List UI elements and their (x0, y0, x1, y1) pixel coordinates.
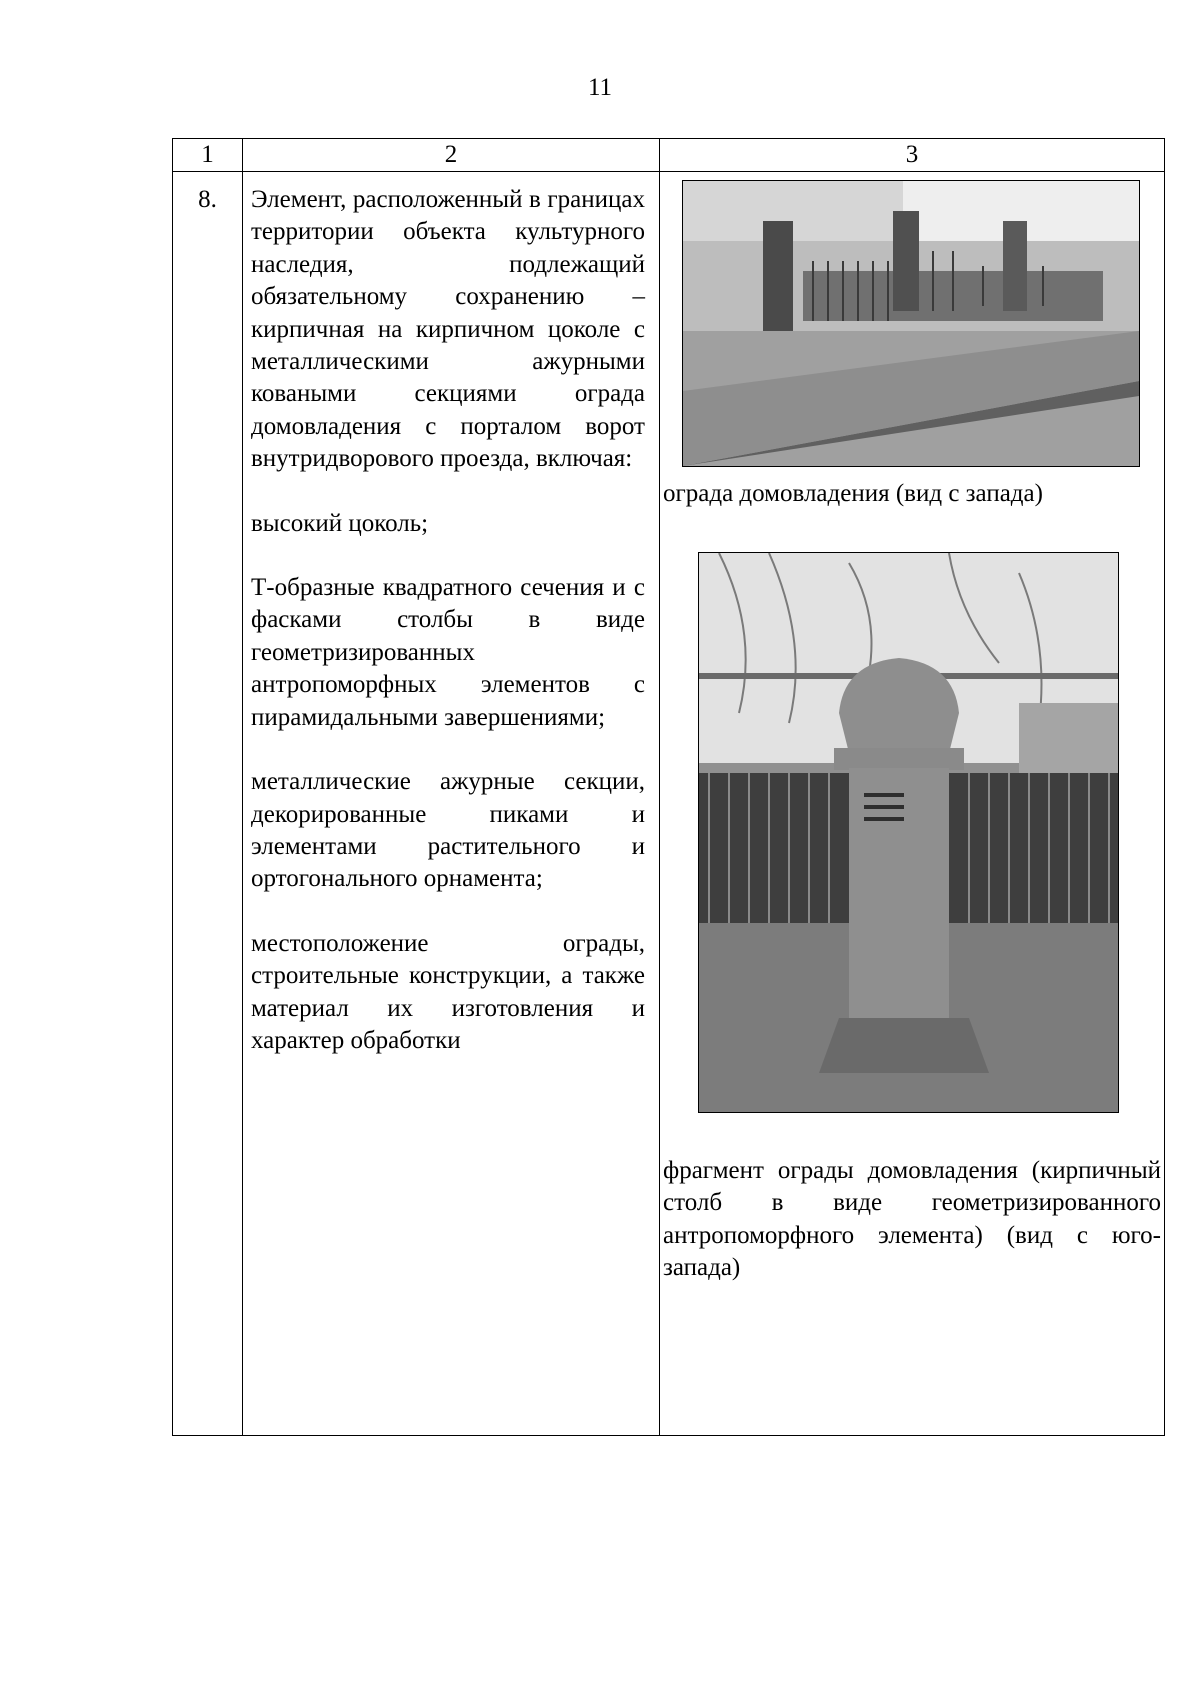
description-paragraph-3: Т-образные квадратного сечения и с фасками столбы в виде геометризированных антропоморфных элементов с пирамидальными завершениями; (251, 574, 645, 731)
description-paragraph-1: Элемент, расположенный в границах территории объекта культурного наследия, подлежащий обязательному сохранению – кирпичная на кирпичном цоколе с металлическими ажурными коваными секциями ограда домовладения с порталом ворот внутридворового проезда, включая: (251, 186, 645, 473)
description-paragraph-2: высокий цоколь; (251, 509, 429, 537)
element-description (243, 172, 660, 1436)
photo-caption-2: фрагмент ограды домовладения (кирпичный столб в виде геометризированного антропоморфного элемента) (вид с юго-запада) (663, 1157, 1161, 1282)
table-row (173, 172, 1165, 1436)
header-col-1: 1 (173, 139, 243, 172)
header-col-2: 2 (243, 139, 660, 172)
photos-cell (660, 172, 1165, 1436)
photo-caption-1: ограда домовладения (вид с запада) (663, 480, 1043, 507)
photo-fence-west-view (682, 180, 1140, 467)
page-number: 11 (587, 74, 613, 101)
photo-brick-pillar-southwest-view (698, 552, 1119, 1113)
table-header-row (173, 139, 1165, 172)
heritage-table (172, 138, 1165, 1436)
description-paragraph-5: местоположение ограды, строительные конструкции, а также материал их изготовления и характер обработки (251, 929, 645, 1054)
row-number: 8. (173, 172, 243, 1436)
header-col-3: 3 (660, 139, 1165, 172)
description-paragraph-4: металлические ажурные секции, декорированные пиками и элементами растительного и ортогонального орнамента; (251, 768, 645, 893)
